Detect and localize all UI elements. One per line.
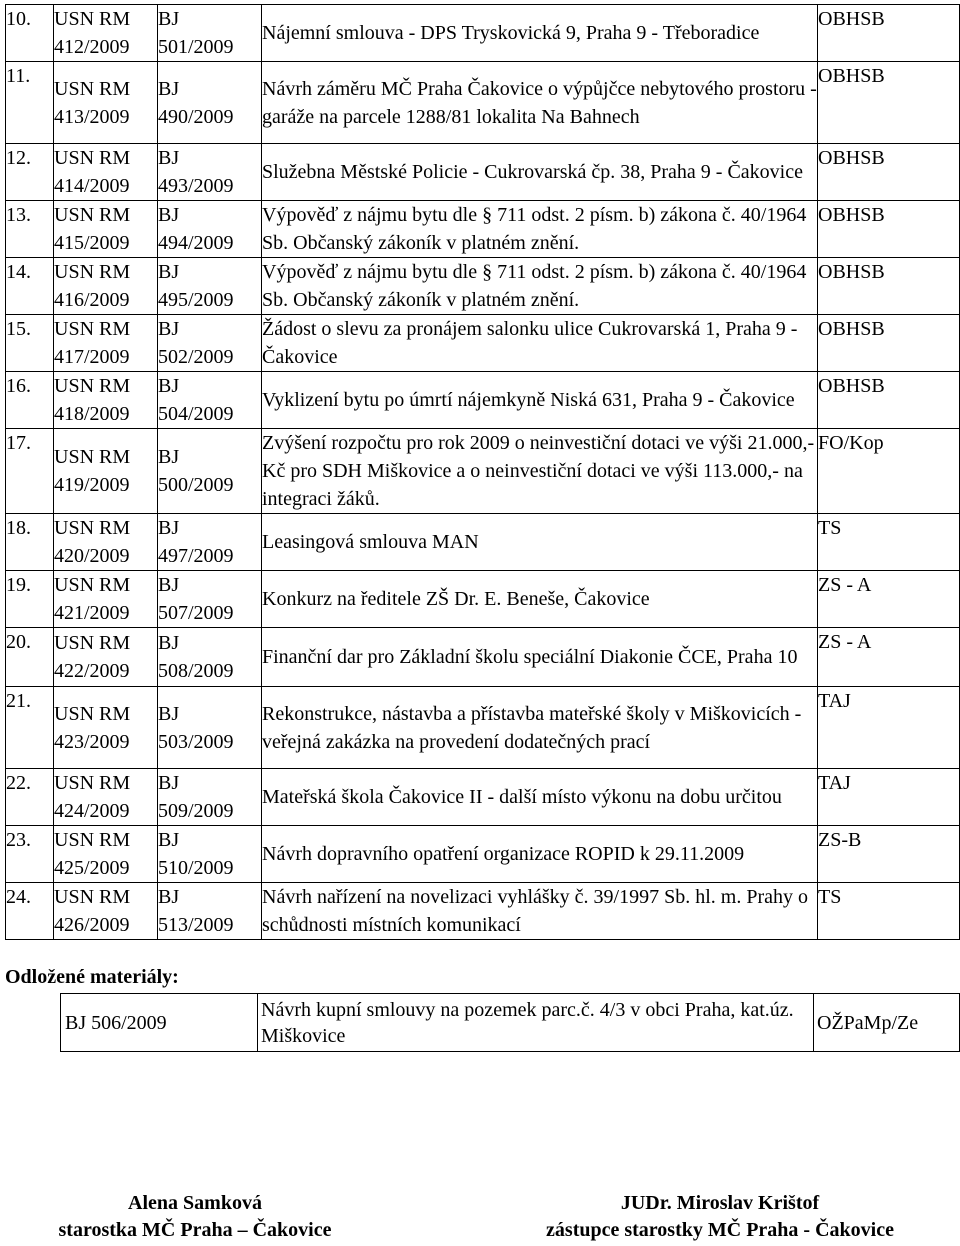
- resolutions-table: [5, 4, 960, 940]
- bj-line: 510/2009: [158, 857, 234, 879]
- bj-reference: [158, 826, 262, 883]
- row-department: OBHSB: [818, 144, 960, 201]
- bj-reference: [158, 258, 262, 315]
- row-description: Mateřská škola Čakovice II - další místo výkonu na dobu určitou: [262, 769, 818, 826]
- signature-right-role: zástupce starostky MČ Praha - Čakovice: [546, 1219, 894, 1241]
- table-row: [6, 514, 960, 571]
- bj-line: BJ: [158, 772, 180, 794]
- usn-reference: [54, 769, 158, 826]
- bj-reference: [158, 5, 262, 62]
- row-description: Rekonstrukce, nástavba a přístavba mateřské školy v Miškovicích - veřejná zakázka na provedení dodatečných prací: [262, 687, 818, 769]
- row-number: 18.: [6, 514, 54, 571]
- usn-line: 422/2009: [54, 660, 130, 682]
- row-department: TAJ: [818, 687, 960, 769]
- usn-line: 417/2009: [54, 346, 130, 368]
- usn-line: 426/2009: [54, 914, 130, 936]
- bj-line: BJ: [158, 77, 180, 100]
- bj-line: BJ: [158, 318, 180, 340]
- row-number: 20.: [6, 628, 54, 687]
- row-description: Konkurz na ředitele ZŠ Dr. E. Beneše, Čakovice: [262, 571, 818, 628]
- bj-reference: [158, 883, 262, 940]
- bj-line: 497/2009: [158, 545, 234, 567]
- table-row: [6, 62, 960, 144]
- bj-line: 493/2009: [158, 175, 234, 197]
- row-description: Žádost o slevu za pronájem salonku ulice Cukrovarská 1, Praha 9 - Čakovice: [262, 315, 818, 372]
- row-department: TS: [818, 514, 960, 571]
- usn-line: 419/2009: [54, 474, 130, 496]
- row-department: OBHSB: [818, 5, 960, 62]
- bj-reference: [158, 687, 262, 769]
- bj-line: 509/2009: [158, 800, 234, 822]
- table-row: [6, 571, 960, 628]
- row-description: Návrh nařízení na novelizaci vyhlášky č. 39/1997 Sb. hl. m. Prahy o schůdnosti místních komunikací: [262, 883, 818, 940]
- bj-reference: [158, 571, 262, 628]
- usn-line: 412/2009: [54, 36, 130, 58]
- table-row: [6, 144, 960, 201]
- row-description: Zvýšení rozpočtu pro rok 2009 o neinvestiční dotaci ve výši 21.000,- Kč pro SDH Miškovice a o neinvestiční dotaci ve výši 113.000,- na integraci žáků.: [262, 429, 818, 514]
- bj-reference: [158, 769, 262, 826]
- table-row: [6, 883, 960, 940]
- bj-line: BJ: [158, 446, 180, 468]
- table-row: [6, 687, 960, 769]
- row-department: OBHSB: [818, 315, 960, 372]
- row-description: Nájemní smlouva - DPS Tryskovická 9, Praha 9 - Třeboradice: [262, 5, 818, 62]
- bj-line: 494/2009: [158, 232, 234, 254]
- bj-line: BJ: [158, 375, 180, 397]
- usn-reference: [54, 315, 158, 372]
- row-description: Finanční dar pro Základní školu speciální Diakonie ČCE, Praha 10: [262, 628, 818, 687]
- usn-line: USN RM: [54, 318, 131, 340]
- usn-reference: [54, 628, 158, 687]
- row-number: 12.: [6, 144, 54, 201]
- usn-line: 420/2009: [54, 545, 130, 567]
- usn-line: USN RM: [54, 8, 131, 30]
- usn-line: USN RM: [54, 147, 131, 169]
- usn-reference: [54, 429, 158, 514]
- bj-reference: [158, 144, 262, 201]
- row-department: OBHSB: [818, 201, 960, 258]
- table-row: [6, 258, 960, 315]
- signature-right-name: JUDr. Miroslav Krištof: [620, 1192, 820, 1214]
- row-department: ZS - A: [818, 571, 960, 628]
- usn-line: 415/2009: [54, 232, 130, 254]
- row-description: Výpověď z nájmu bytu dle § 711 odst. 2 písm. b) zákona č. 40/1964 Sb. Občanský zákoník v platném znění.: [262, 258, 818, 315]
- table-row: [6, 429, 960, 514]
- usn-reference: [54, 201, 158, 258]
- bj-line: BJ: [158, 574, 180, 596]
- bj-line: 490/2009: [158, 105, 234, 128]
- usn-line: 421/2009: [54, 602, 130, 624]
- usn-reference: [54, 514, 158, 571]
- signature-right: [495, 1190, 945, 1244]
- table-row: [6, 826, 960, 883]
- row-department: OBHSB: [818, 258, 960, 315]
- usn-reference: [54, 883, 158, 940]
- usn-line: USN RM: [54, 204, 131, 226]
- row-number: 16.: [6, 372, 54, 429]
- bj-line: 507/2009: [158, 602, 234, 624]
- usn-line: 425/2009: [54, 857, 130, 879]
- deferred-table: [60, 993, 960, 1052]
- row-number: 13.: [6, 201, 54, 258]
- bj-line: 495/2009: [158, 289, 234, 311]
- row-number: 15.: [6, 315, 54, 372]
- row-number: 11.: [6, 62, 54, 144]
- signature-left-name: Alena Samková: [128, 1192, 262, 1214]
- row-description: Leasingová smlouva MAN: [262, 514, 818, 571]
- usn-line: 416/2009: [54, 289, 130, 311]
- deferred-bj: BJ 506/2009: [61, 994, 258, 1052]
- deferred-row: [61, 994, 960, 1052]
- bj-line: 501/2009: [158, 36, 234, 58]
- table-row: [6, 315, 960, 372]
- bj-line: BJ: [158, 632, 180, 654]
- bj-line: BJ: [158, 204, 180, 226]
- usn-line: USN RM: [54, 517, 131, 539]
- signature-left: [20, 1190, 370, 1244]
- bj-line: BJ: [158, 886, 180, 908]
- usn-line: USN RM: [54, 632, 131, 654]
- usn-line: 414/2009: [54, 175, 130, 197]
- bj-reference: [158, 429, 262, 514]
- table-row: [6, 5, 960, 62]
- usn-reference: [54, 258, 158, 315]
- usn-reference: [54, 687, 158, 769]
- bj-line: BJ: [158, 517, 180, 539]
- usn-line: USN RM: [54, 375, 131, 397]
- bj-line: 503/2009: [158, 730, 234, 753]
- deferred-department: OŽPaMp/Ze: [814, 994, 960, 1052]
- row-description: Návrh dopravního opatření organizace ROPID k 29.11.2009: [262, 826, 818, 883]
- usn-reference: [54, 571, 158, 628]
- bj-line: 513/2009: [158, 914, 234, 936]
- row-number: 24.: [6, 883, 54, 940]
- row-number: 17.: [6, 429, 54, 514]
- usn-reference: [54, 144, 158, 201]
- usn-line: USN RM: [54, 772, 131, 794]
- row-department: OBHSB: [818, 372, 960, 429]
- row-number: 23.: [6, 826, 54, 883]
- bj-line: BJ: [158, 261, 180, 283]
- row-number: 19.: [6, 571, 54, 628]
- usn-line: USN RM: [54, 574, 131, 596]
- usn-reference: [54, 62, 158, 144]
- usn-line: USN RM: [54, 829, 131, 851]
- bj-reference: [158, 315, 262, 372]
- row-number: 21.: [6, 687, 54, 769]
- bj-line: 508/2009: [158, 660, 234, 682]
- row-department: TAJ: [818, 769, 960, 826]
- bj-line: BJ: [158, 829, 180, 851]
- row-description: Výpověď z nájmu bytu dle § 711 odst. 2 písm. b) zákona č. 40/1964 Sb. Občanský zákoník v platném znění.: [262, 201, 818, 258]
- deferred-description: Návrh kupní smlouvy na pozemek parc.č. 4/3 v obci Praha, kat.úz. Miškovice: [258, 994, 814, 1052]
- row-department: ZS-B: [818, 826, 960, 883]
- signature-left-role: starostka MČ Praha – Čakovice: [58, 1219, 332, 1241]
- usn-line: 423/2009: [54, 730, 130, 753]
- bj-line: 504/2009: [158, 403, 234, 425]
- usn-line: USN RM: [54, 702, 131, 725]
- usn-reference: [54, 372, 158, 429]
- row-number: 10.: [6, 5, 54, 62]
- usn-line: USN RM: [54, 261, 131, 283]
- row-description: Návrh záměru MČ Praha Čakovice o výpůjčce nebytového prostoru - garáže na parcele 1288/81 lokalita Na Bahnech: [262, 62, 818, 144]
- usn-line: 424/2009: [54, 800, 130, 822]
- table-row: [6, 628, 960, 687]
- row-department: ZS - A: [818, 628, 960, 687]
- bj-line: BJ: [158, 8, 180, 30]
- deferred-heading: Odložené materiály:: [5, 966, 179, 988]
- table-row: [6, 201, 960, 258]
- row-department: FO/Kop: [818, 429, 960, 514]
- table-row: [6, 769, 960, 826]
- bj-reference: [158, 201, 262, 258]
- row-number: 14.: [6, 258, 54, 315]
- usn-line: USN RM: [54, 886, 131, 908]
- bj-reference: [158, 514, 262, 571]
- bj-reference: [158, 372, 262, 429]
- row-number: 22.: [6, 769, 54, 826]
- usn-line: USN RM: [54, 446, 131, 468]
- table-row: [6, 372, 960, 429]
- bj-line: BJ: [158, 702, 180, 725]
- row-description: Vyklizení bytu po úmrtí nájemkyně Niská 631, Praha 9 - Čakovice: [262, 372, 818, 429]
- row-department: TS: [818, 883, 960, 940]
- usn-line: USN RM: [54, 77, 131, 100]
- bj-line: 500/2009: [158, 474, 234, 496]
- bj-reference: [158, 628, 262, 687]
- usn-reference: [54, 826, 158, 883]
- usn-reference: [54, 5, 158, 62]
- row-department: OBHSB: [818, 62, 960, 144]
- bj-reference: [158, 62, 262, 144]
- row-description: Služebna Městské Policie - Cukrovarská čp. 38, Praha 9 - Čakovice: [262, 144, 818, 201]
- usn-line: 418/2009: [54, 403, 130, 425]
- bj-line: BJ: [158, 147, 180, 169]
- usn-line: 413/2009: [54, 105, 130, 128]
- bj-line: 502/2009: [158, 346, 234, 368]
